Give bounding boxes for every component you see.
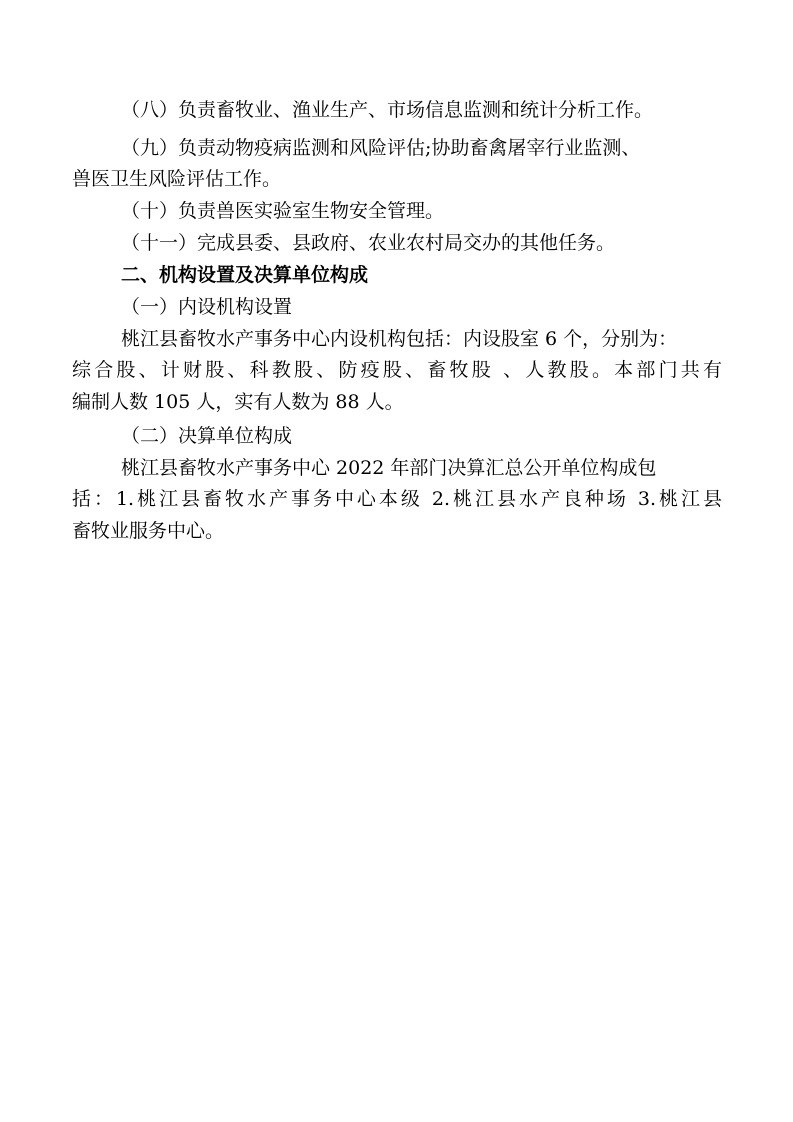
subsection-1-line-1 (0, 327, 793, 351)
subsection-1-line-3 (0, 390, 793, 414)
subsection-title-2 (0, 424, 793, 448)
body-text: 桃江县畜牧水产事务中心 2022 年部门决算汇总公开单位构成包 (121, 457, 657, 479)
body-text: 综合股、计财股、科教股、防疫股、畜牧股 、人教股。本部门共有 (72, 359, 722, 381)
body-text: 畜牧业服务中心。 (72, 520, 225, 542)
subsection-2-line-3 (0, 519, 793, 543)
subsection-2-line-2 (0, 487, 793, 511)
body-text: 桃江县畜牧水产事务中心内设机构包括：内设股室 6 个，分别为： (121, 328, 678, 350)
paragraph-item-11 (0, 231, 793, 255)
body-text: 编制人数 105 人，实有人数为 88 人。 (72, 391, 404, 413)
section-heading-text: 二、机构设置及决算单位构成 (121, 264, 369, 286)
subsection-title-1 (0, 295, 793, 319)
paragraph-item-9-line-2 (0, 167, 793, 191)
paragraph-item-10 (0, 199, 793, 223)
subsection-title-text: （一）内设机构设置 (121, 296, 293, 318)
subsection-2-line-1 (0, 456, 793, 480)
paragraph-text: （十一）完成县委、县政府、农业农村局交办的其他任务。 (121, 232, 616, 254)
section-heading (0, 263, 793, 287)
body-text: 括：1.桃江县畜牧水产事务中心本级 2.桃江县水产良种场 3.桃江县 (72, 488, 722, 510)
paragraph-text: （九）负责动物疫病监测和风险评估;协助畜禽屠宰行业监测、 (121, 137, 641, 159)
paragraph-item-8 (0, 98, 793, 122)
paragraph-item-9-line-1 (0, 136, 793, 160)
paragraph-text: （十）负责兽医实验室生物安全管理。 (121, 200, 445, 222)
subsection-title-text: （二）决算单位构成 (121, 425, 293, 447)
subsection-1-line-2 (0, 358, 793, 382)
paragraph-text: 兽医卫生风险评估工作。 (72, 168, 282, 190)
paragraph-text: （八）负责畜牧业、渔业生产、市场信息监测和统计分析工作。 (121, 99, 654, 121)
